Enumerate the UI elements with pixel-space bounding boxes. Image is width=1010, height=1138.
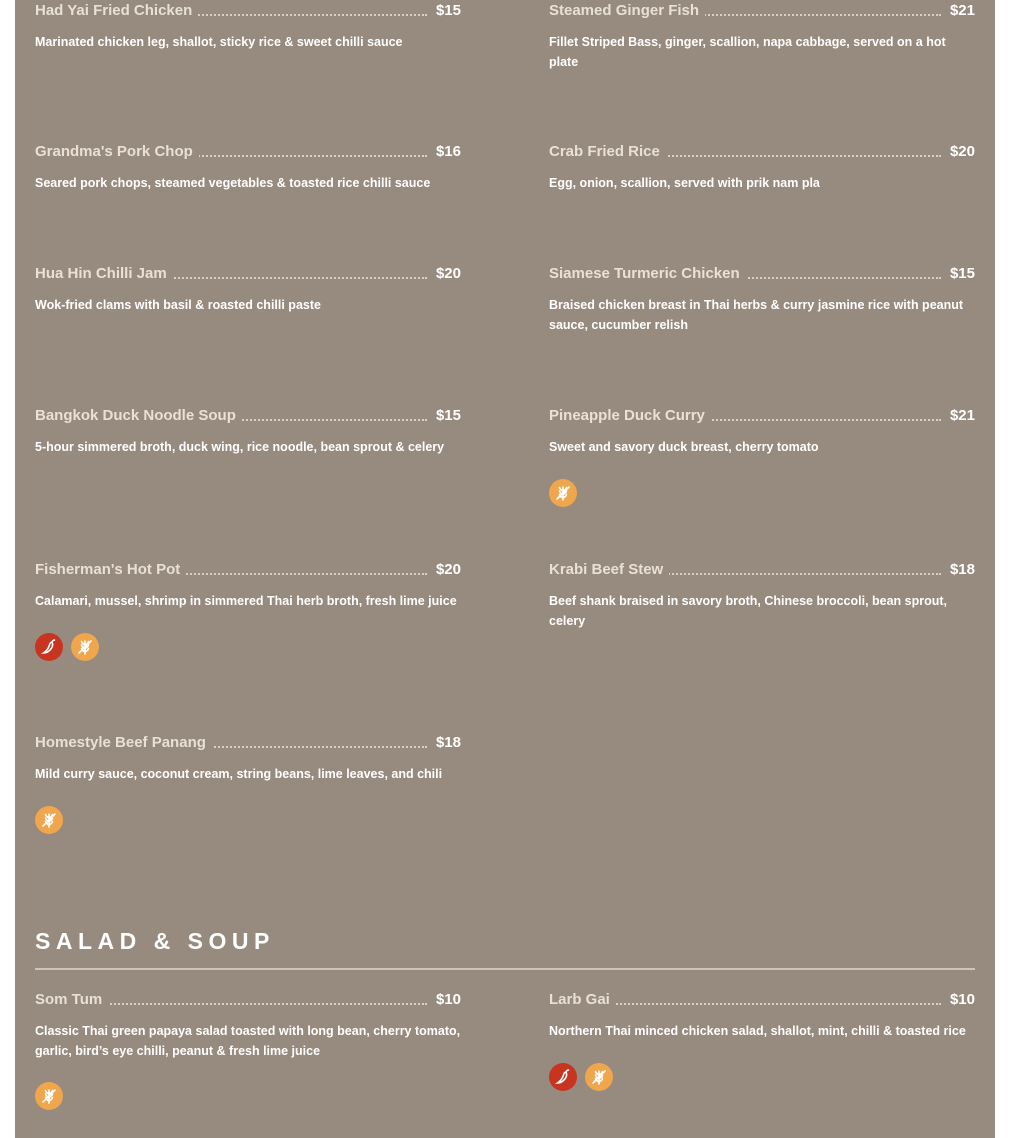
- menu-item-description: Fillet Striped Bass, ginger, scallion, napa cabbage, served on a hot plate: [549, 35, 946, 69]
- menu-item-header: [549, 0, 975, 22]
- menu-item: [549, 989, 975, 1091]
- menu-item-description: Marinated chicken leg, shallot, sticky rice & sweet chilli sauce: [35, 35, 403, 49]
- menu-item-description: Calamari, mussel, shrimp in simmered Thai herb broth, fresh lime juice: [35, 594, 457, 608]
- menu-item-price: $18: [430, 734, 461, 751]
- menu-item-name: Larb Gai: [549, 991, 616, 1008]
- menu-item-description: Beef shank braised in savory broth, Chinese broccoli, bean sprout, celery: [549, 594, 948, 628]
- menu-item-description: 5-hour simmered broth, duck wing, rice noodle, bean sprout & celery: [35, 440, 445, 454]
- menu-item: [35, 0, 461, 53]
- menu-item-price: $21: [944, 2, 975, 19]
- menu-item: [35, 263, 461, 316]
- menu-item-header: [549, 559, 975, 581]
- menu-item-name: Crab Fried Rice: [549, 143, 666, 160]
- menu-item-header: [35, 263, 461, 285]
- menu-item-name: Had Yai Fried Chicken: [35, 2, 198, 19]
- menu-item-price: $16: [430, 143, 461, 160]
- menu-item-name: Siamese Turmeric Chicken: [549, 265, 746, 282]
- menu-item-name: Steamed Ginger Fish: [549, 2, 705, 19]
- dietary-badges: [549, 1063, 975, 1091]
- menu-item-price: $20: [944, 143, 975, 160]
- menu-item-price: $15: [944, 265, 975, 282]
- menu-item-header: [35, 141, 461, 163]
- section-divider: [35, 968, 975, 970]
- menu-item-name: Krabi Beef Stew: [549, 561, 669, 578]
- menu-item-header: [35, 559, 461, 581]
- menu-item-name: Hua Hin Chilli Jam: [35, 265, 173, 282]
- menu-item-price: $21: [944, 407, 975, 424]
- menu-item-description: Braised chicken breast in Thai herbs & curry jasmine rice with peanut sauce, cucumber relish: [549, 298, 964, 332]
- menu-item: [35, 732, 461, 834]
- menu-item: [35, 989, 461, 1110]
- menu-item-header: [35, 989, 461, 1011]
- menu-item-name: Fisherman's Hot Pot: [35, 561, 186, 578]
- menu-item-description: Sweet and savory duck breast, cherry tomato: [549, 440, 819, 454]
- menu-item-price: $20: [430, 561, 461, 578]
- menu-item-price: $15: [430, 407, 461, 424]
- menu-item: [35, 405, 461, 458]
- menu-item-description: Seared pork chops, steamed vegetables & toasted rice chilli sauce: [35, 176, 431, 190]
- spicy-chili-icon: [549, 1063, 577, 1091]
- menu-item-price: $10: [944, 991, 975, 1008]
- dietary-badges: [35, 806, 461, 834]
- menu-item-name: Bangkok Duck Noodle Soup: [35, 407, 242, 424]
- menu-item-header: [35, 0, 461, 22]
- menu-item: [549, 405, 975, 507]
- menu-item-description: Wok-fried clams with basil & roasted chilli paste: [35, 298, 321, 312]
- menu-item: [549, 141, 975, 194]
- dietary-badges: [549, 479, 975, 507]
- menu-item-name: Grandma's Pork Chop: [35, 143, 199, 160]
- menu-item-description: Classic Thai green papaya salad toasted with long bean, cherry tomato, garlic, bird’s eye chilli, peanut & fresh lime juice: [35, 1024, 461, 1058]
- menu-item-name: Som Tum: [35, 991, 108, 1008]
- gluten-free-icon: [585, 1063, 613, 1091]
- menu-item-price: $20: [430, 265, 461, 282]
- gluten-free-icon: [549, 479, 577, 507]
- menu-item-header: [549, 141, 975, 163]
- menu-item-description: Northern Thai minced chicken salad, shallot, mint, chilli & toasted rice: [549, 1024, 966, 1038]
- menu-item-name: Homestyle Beef Panang: [35, 734, 212, 751]
- dietary-badges: [35, 633, 461, 661]
- gluten-free-icon: [71, 633, 99, 661]
- spicy-chili-icon: [35, 633, 63, 661]
- menu-item: [549, 263, 975, 335]
- gluten-free-icon: [35, 1082, 63, 1110]
- menu-item: [549, 559, 975, 631]
- menu-item: [35, 141, 461, 194]
- dietary-badges: [35, 1082, 461, 1110]
- menu-item: [35, 559, 461, 661]
- menu-item-price: $15: [430, 2, 461, 19]
- menu-item-header: [549, 263, 975, 285]
- menu-item-price: $18: [944, 561, 975, 578]
- menu-item-header: [549, 405, 975, 427]
- menu-item-price: $10: [430, 991, 461, 1008]
- menu-item-description: Egg, onion, scallion, served with prik nam pla: [549, 176, 820, 190]
- menu-item-header: [35, 732, 461, 754]
- menu-item-description: Mild curry sauce, coconut cream, string beans, lime leaves, and chili: [35, 767, 443, 781]
- menu-item: [549, 0, 975, 72]
- section-title: SALAD & SOUP: [35, 928, 275, 954]
- gluten-free-icon: [35, 806, 63, 834]
- menu-item-header: [549, 989, 975, 1011]
- menu-item-name: Pineapple Duck Curry: [549, 407, 711, 424]
- menu-item-header: [35, 405, 461, 427]
